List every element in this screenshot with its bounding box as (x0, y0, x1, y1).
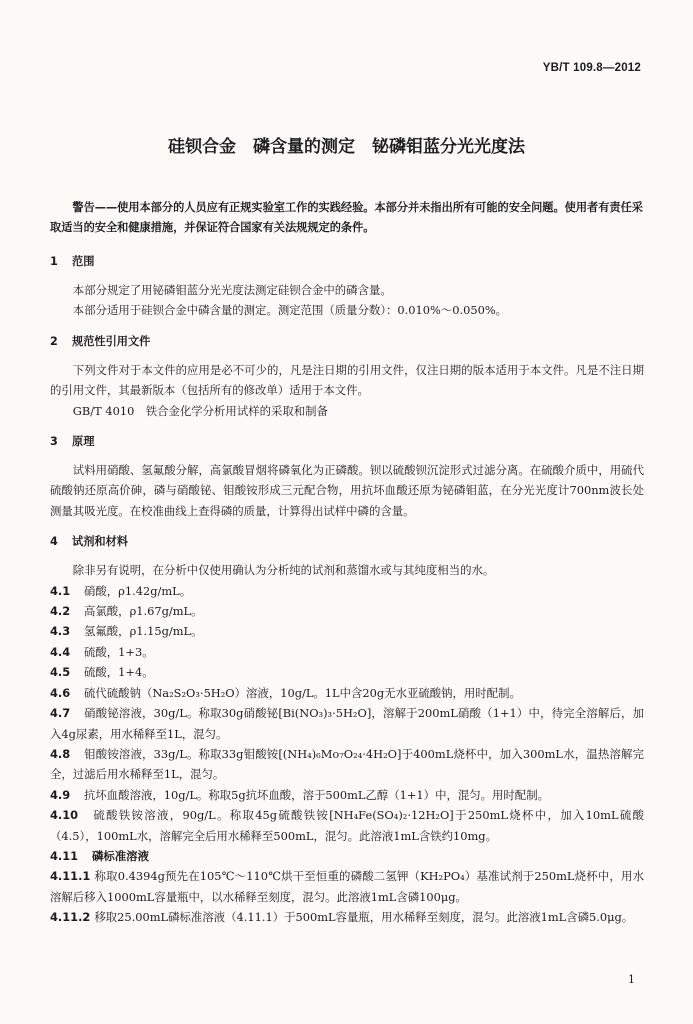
list-item (50, 785, 644, 805)
section-heading-reagents (50, 532, 644, 552)
section-title: 试剂和材料 (72, 535, 128, 549)
section-number: 2 (50, 334, 58, 348)
list-item (50, 621, 644, 641)
item-number: 4.10 (50, 808, 79, 823)
list-item (50, 703, 644, 744)
item-text: 移取25.00mL磷标准溶液（4.11.1）于500mL容量瓶，用水稀释至刻度，混匀。此溶液1mL含磷5.0μg。 (94, 910, 634, 925)
list-item (50, 805, 644, 846)
standard-number: YB/T 109.8—2012 (542, 62, 641, 74)
item-number: 4.11 (50, 848, 79, 863)
paragraph: 本部分规定了用铋磷钼蓝分光光度法测定硅钡合金中的磷含量。 (72, 283, 392, 297)
item-text: 硫代硫酸钠（Na₂S₂O₃·5H₂O）溶液，10g/L。1L中含20g无水亚硫酸钠，用时配制。 (84, 685, 521, 700)
list-item (50, 907, 644, 927)
section-number: 1 (50, 255, 58, 268)
item-number: 4.3 (50, 624, 71, 639)
list-item (50, 866, 644, 907)
list-item (50, 581, 644, 601)
list-item-heading (50, 846, 644, 866)
reference-entry: GB/T 4010 铁合金化学分析用试样的采取和制备 (72, 403, 328, 418)
item-text: 硫酸，1+3。 (84, 644, 154, 659)
list-item (50, 744, 644, 785)
paragraph: 本部分适用于硅钡合金中磷含量的测定。测定范围（质量分数）：0.010%～0.050%。 (72, 303, 508, 318)
item-text: 硝酸，ρ1.42g/mL。 (84, 583, 192, 598)
document-body (50, 198, 644, 928)
section-title: 范围 (72, 255, 95, 268)
item-text: 硫酸，1+4。 (84, 665, 154, 680)
paragraph: 除非另有说明，在分析中仅使用确认为分析纯的试剂和蒸馏水或与其纯度相当的水。 (72, 563, 495, 578)
warning-paragraph: 警告——使用本部分的人员应有正规实验室工作的实践经验。本部分并未指出所有可能的安全问题。使用者有责任采取适当的安全和健康措施，并保证符合国家有关法规规定的条件。 (50, 201, 643, 234)
section-number: 3 (50, 435, 58, 449)
item-text: 氢氟酸，ρ1.15g/mL。 (84, 624, 203, 639)
item-number: 4.9 (50, 787, 71, 802)
list-item (50, 601, 644, 621)
item-text: 钼酸铵溶液，33g/L。称取33g钼酸铵[(NH₄)₆Mo₇O₂₄·4H₂O]于400mL烧杯中，加入300mL水，温热溶解完全，过滤后用水稀释至1L，混匀。 (50, 746, 644, 782)
item-number: 4.5 (50, 665, 71, 680)
section-heading-principle (50, 432, 644, 452)
list-item (50, 642, 644, 662)
section-title: 原理 (72, 435, 95, 449)
page-number: 1 (628, 973, 635, 986)
item-number: 4.1 (50, 583, 71, 598)
section-title: 规范性引用文件 (72, 334, 151, 348)
item-number: 4.8 (50, 746, 71, 761)
item-number: 4.11.1 (50, 869, 91, 884)
page-title: 硅钡合金 磷含量的测定 铋磷钼蓝分光光度法 (168, 137, 525, 157)
item-text: 高氯酸，ρ1.67g/mL。 (84, 604, 203, 619)
item-text: 磷标准溶液 (92, 848, 149, 863)
paragraph: 下列文件对于本文件的应用是必不可少的，凡是注日期的引用文件，仅注日期的版本适用于本文件。凡是不注日期的引用文件，其最新版本（包括所有的修改单）适用于本文件。 (50, 362, 644, 398)
item-text: 称取0.4394g预先在105℃～110℃烘干至恒重的磷酸二氢钾（KH₂PO₄）基准试剂于250mL烧杯中，用水溶解后移入1000mL容量瓶中，以水稀释至刻度，混匀。此溶液1mL含磷100μg。 (50, 869, 644, 904)
list-item (50, 662, 644, 682)
item-number: 4.11.2 (50, 910, 91, 925)
item-text: 抗坏血酸溶液，10g/L。称取5g抗坏血酸，溶于500mL乙醇（1+1）中，混匀。用时配制。 (84, 787, 549, 802)
item-text: 硝酸铋溶液，30g/L。称取30g硝酸铋[Bi(NO₃)₃·5H₂O]，溶解于200mL硝酸（1+1）中，待完全溶解后，加入4g尿素，用水稀释至1L，混匀。 (50, 706, 644, 741)
item-number: 4.2 (50, 604, 71, 619)
section-heading-scope (50, 252, 644, 272)
item-number: 4.4 (50, 644, 71, 659)
list-item (50, 683, 644, 703)
section-heading-references (50, 332, 644, 352)
item-text: 硫酸铁铵溶液，90g/L。称取45g硫酸铁铵[NH₄Fe(SO₄)₂·12H₂O]于250mL烧杯中，加入10mL硫酸（4.5），100mL水，溶解完全后用水稀释至500mL，混匀。此溶液1mL含铁约10mg。 (50, 808, 644, 843)
section-number: 4 (50, 535, 58, 549)
paragraph: 试料用硝酸、氢氟酸分解，高氯酸冒烟将磷氧化为正磷酸。钡以硫酸钡沉淀形式过滤分离。在硫酸介质中，用硫代硫酸钠还原高价砷，磷与硝酸铋、钼酸铵形成三元配合物，用抗坏血酸还原为铋磷钼蓝，在分光光度计700nm波长处测量其吸光度。在校准曲线上查得磷的质量，计算得出试样中磷的含量。 (50, 463, 644, 518)
item-number: 4.6 (50, 685, 71, 700)
item-number: 4.7 (50, 706, 71, 721)
